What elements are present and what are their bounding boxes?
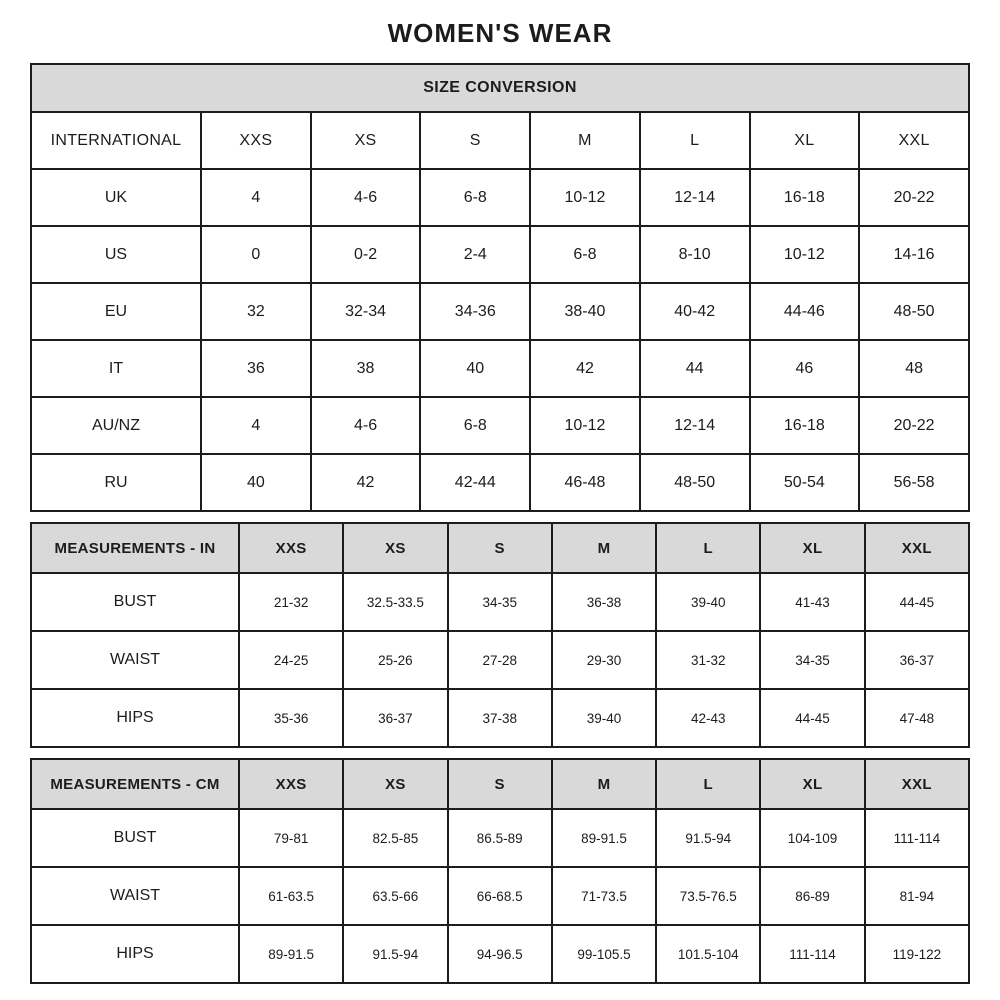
table-row: [31, 631, 969, 689]
row-label-cell: WAIST: [31, 631, 239, 689]
row-label-cell: IT: [31, 340, 201, 397]
value-cell: 12-14: [640, 397, 750, 454]
value-cell: 42: [530, 340, 640, 397]
value-cell: 101.5-104: [656, 925, 760, 983]
measurements-cm-table: [30, 758, 970, 984]
size-header-cell: XS: [343, 523, 447, 573]
value-cell: 32-34: [311, 283, 421, 340]
table-row: [31, 397, 969, 454]
size-header-cell: XXS: [239, 759, 343, 809]
value-cell: 34-35: [760, 631, 864, 689]
value-cell: 73.5-76.5: [656, 867, 760, 925]
header-label-cell: INTERNATIONAL: [31, 112, 201, 169]
value-cell: 10-12: [750, 226, 860, 283]
value-cell: 36-37: [343, 689, 447, 747]
value-cell: 36-37: [865, 631, 969, 689]
value-cell: 14-16: [859, 226, 969, 283]
value-cell: 111-114: [760, 925, 864, 983]
size-header-cell: XS: [343, 759, 447, 809]
row-label-cell: US: [31, 226, 201, 283]
size-conversion-body: [31, 64, 969, 511]
size-header-cell: XXL: [865, 759, 969, 809]
value-cell: 86.5-89: [448, 809, 552, 867]
size-header-cell: S: [420, 112, 530, 169]
value-cell: 50-54: [750, 454, 860, 511]
value-cell: 40-42: [640, 283, 750, 340]
value-cell: 0: [201, 226, 311, 283]
value-cell: 39-40: [656, 573, 760, 631]
table-row: [31, 689, 969, 747]
value-cell: 104-109: [760, 809, 864, 867]
value-cell: 42-43: [656, 689, 760, 747]
size-header-cell: S: [448, 523, 552, 573]
value-cell: 0-2: [311, 226, 421, 283]
table-row: [31, 867, 969, 925]
value-cell: 44-45: [865, 573, 969, 631]
table-row: [31, 573, 969, 631]
value-cell: 34-35: [448, 573, 552, 631]
size-header-cell: XXL: [865, 523, 969, 573]
value-cell: 4-6: [311, 169, 421, 226]
table-row: [31, 283, 969, 340]
value-cell: 63.5-66: [343, 867, 447, 925]
value-cell: 48-50: [640, 454, 750, 511]
value-cell: 44-45: [760, 689, 864, 747]
row-label-cell: WAIST: [31, 867, 239, 925]
header-row: [31, 112, 969, 169]
value-cell: 47-48: [865, 689, 969, 747]
value-cell: 4-6: [311, 397, 421, 454]
value-cell: 32: [201, 283, 311, 340]
value-cell: 40: [201, 454, 311, 511]
value-cell: 42: [311, 454, 421, 511]
value-cell: 10-12: [530, 169, 640, 226]
measurements-in-table: [30, 522, 970, 748]
table-row: [31, 925, 969, 983]
table-row: [31, 809, 969, 867]
value-cell: 6-8: [420, 169, 530, 226]
size-header-cell: XXS: [201, 112, 311, 169]
value-cell: 29-30: [552, 631, 656, 689]
value-cell: 111-114: [865, 809, 969, 867]
value-cell: 119-122: [865, 925, 969, 983]
size-conversion-table: [30, 63, 970, 512]
size-header-cell: XL: [760, 759, 864, 809]
size-header-cell: XXL: [859, 112, 969, 169]
row-label-cell: BUST: [31, 809, 239, 867]
value-cell: 27-28: [448, 631, 552, 689]
value-cell: 2-4: [420, 226, 530, 283]
size-header-cell: S: [448, 759, 552, 809]
measurements-in-body: [31, 523, 969, 747]
table-row: [31, 340, 969, 397]
table-row: [31, 169, 969, 226]
value-cell: 6-8: [420, 397, 530, 454]
measurements-cm-body: [31, 759, 969, 983]
value-cell: 56-58: [859, 454, 969, 511]
value-cell: 4: [201, 169, 311, 226]
row-label-cell: HIPS: [31, 689, 239, 747]
table-row: [31, 454, 969, 511]
value-cell: 91.5-94: [343, 925, 447, 983]
value-cell: 38: [311, 340, 421, 397]
value-cell: 25-26: [343, 631, 447, 689]
value-cell: 35-36: [239, 689, 343, 747]
size-header-cell: M: [530, 112, 640, 169]
row-label-cell: EU: [31, 283, 201, 340]
value-cell: 46: [750, 340, 860, 397]
size-chart-page: [30, 0, 970, 984]
value-cell: 16-18: [750, 397, 860, 454]
value-cell: 32.5-33.5: [343, 573, 447, 631]
value-cell: 46-48: [530, 454, 640, 511]
value-cell: 8-10: [640, 226, 750, 283]
size-header-cell: L: [640, 112, 750, 169]
value-cell: 24-25: [239, 631, 343, 689]
row-label-cell: BUST: [31, 573, 239, 631]
value-cell: 37-38: [448, 689, 552, 747]
value-cell: 48: [859, 340, 969, 397]
value-cell: 44: [640, 340, 750, 397]
value-cell: 82.5-85: [343, 809, 447, 867]
size-header-cell: L: [656, 759, 760, 809]
value-cell: 86-89: [760, 867, 864, 925]
value-cell: 16-18: [750, 169, 860, 226]
page-title: WOMEN'S WEAR: [387, 18, 613, 48]
value-cell: 20-22: [859, 397, 969, 454]
value-cell: 40: [420, 340, 530, 397]
size-header-cell: L: [656, 523, 760, 573]
value-cell: 39-40: [552, 689, 656, 747]
size-header-cell: XL: [750, 112, 860, 169]
size-header-cell: XXS: [239, 523, 343, 573]
value-cell: 61-63.5: [239, 867, 343, 925]
size-header-cell: XL: [760, 523, 864, 573]
value-cell: 99-105.5: [552, 925, 656, 983]
value-cell: 4: [201, 397, 311, 454]
value-cell: 10-12: [530, 397, 640, 454]
size-header-cell: M: [552, 759, 656, 809]
table-row: [31, 226, 969, 283]
header-row: [31, 523, 969, 573]
value-cell: 6-8: [530, 226, 640, 283]
value-cell: 34-36: [420, 283, 530, 340]
value-cell: 44-46: [750, 283, 860, 340]
value-cell: 20-22: [859, 169, 969, 226]
row-label-cell: HIPS: [31, 925, 239, 983]
value-cell: 71-73.5: [552, 867, 656, 925]
table-banner: SIZE CONVERSION: [31, 64, 969, 112]
value-cell: 48-50: [859, 283, 969, 340]
header-label-cell: MEASUREMENTS - CM: [31, 759, 239, 809]
value-cell: 89-91.5: [552, 809, 656, 867]
row-label-cell: RU: [31, 454, 201, 511]
value-cell: 12-14: [640, 169, 750, 226]
value-cell: 79-81: [239, 809, 343, 867]
value-cell: 81-94: [865, 867, 969, 925]
row-label-cell: AU/NZ: [31, 397, 201, 454]
header-row: [31, 759, 969, 809]
value-cell: 38-40: [530, 283, 640, 340]
row-label-cell: UK: [31, 169, 201, 226]
value-cell: 31-32: [656, 631, 760, 689]
value-cell: 36: [201, 340, 311, 397]
value-cell: 89-91.5: [239, 925, 343, 983]
size-header-cell: M: [552, 523, 656, 573]
value-cell: 21-32: [239, 573, 343, 631]
value-cell: 91.5-94: [656, 809, 760, 867]
value-cell: 94-96.5: [448, 925, 552, 983]
value-cell: 41-43: [760, 573, 864, 631]
header-label-cell: MEASUREMENTS - IN: [31, 523, 239, 573]
table-banner-row: [31, 64, 969, 112]
value-cell: 36-38: [552, 573, 656, 631]
value-cell: 42-44: [420, 454, 530, 511]
value-cell: 66-68.5: [448, 867, 552, 925]
size-header-cell: XS: [311, 112, 421, 169]
